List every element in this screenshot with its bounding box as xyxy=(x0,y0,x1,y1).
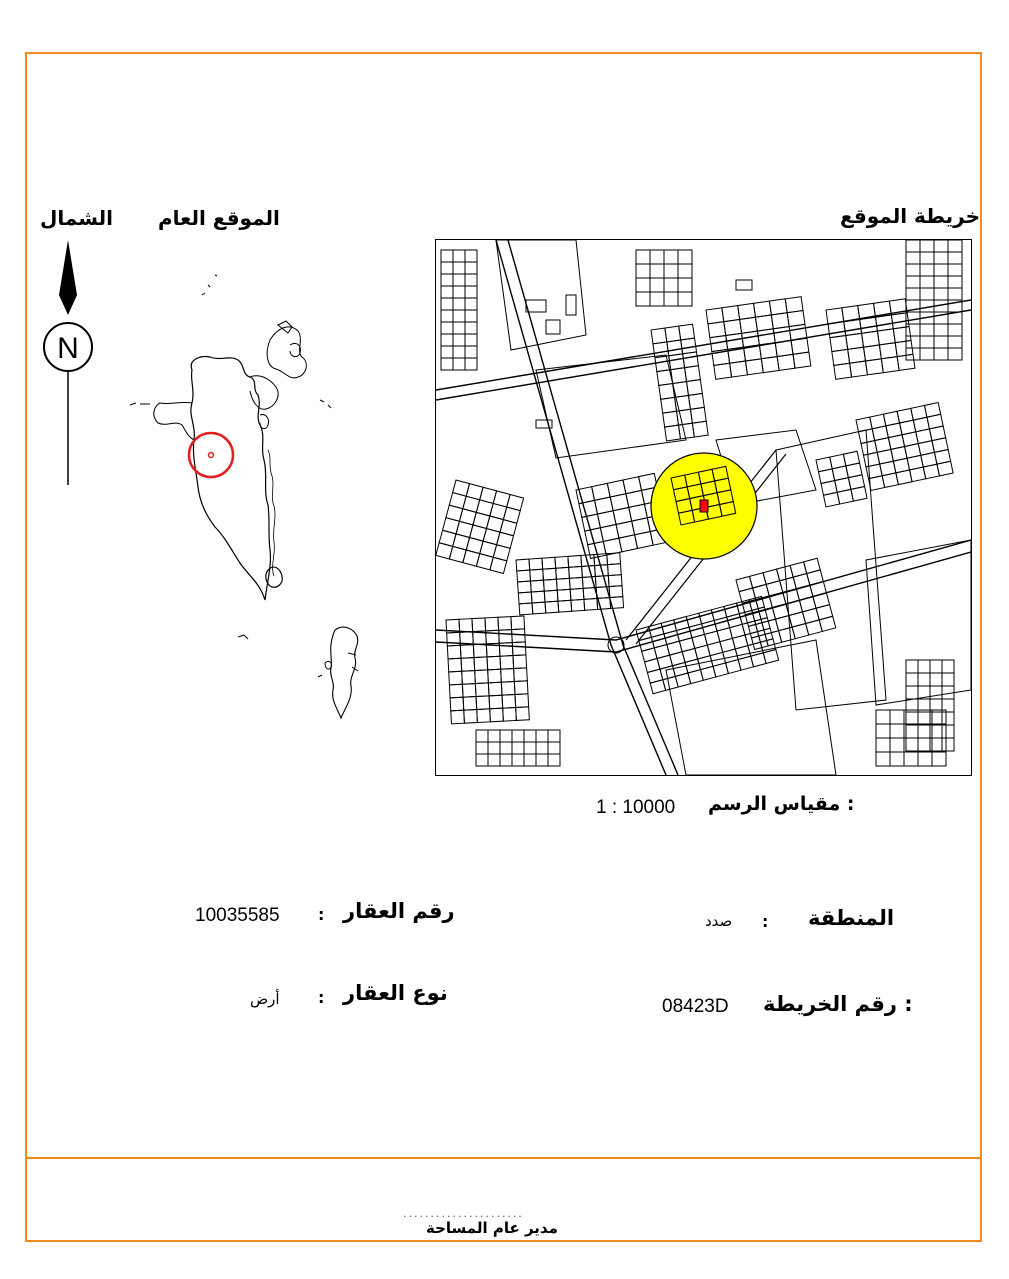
parcel-block xyxy=(856,403,953,491)
parcel-block xyxy=(706,297,811,380)
north-arrow-icon xyxy=(36,240,100,494)
building-outline xyxy=(526,280,752,428)
property-number-value: 10035585 xyxy=(195,905,280,926)
site-map-heading: خريطة الموقع xyxy=(840,204,981,228)
general-location-heading: الموقع العام xyxy=(158,206,280,230)
property-type-label: نوع العقار xyxy=(343,981,448,1005)
parcel-block xyxy=(516,553,624,615)
parcel-block xyxy=(736,558,836,649)
parcel-block xyxy=(906,240,962,360)
property-number-separator: : xyxy=(318,905,325,924)
scale-value: 1 : 10000 xyxy=(596,797,676,818)
parcel-block xyxy=(636,596,779,693)
parcel-block xyxy=(816,451,867,507)
parcel-block xyxy=(436,480,524,573)
scale-label: مقياس الرسم : xyxy=(708,793,855,815)
area-label: المنطقة xyxy=(808,906,895,930)
signature-line: ...................... xyxy=(403,1207,524,1220)
map-number-value: 08423D xyxy=(662,996,729,1017)
parcel-block xyxy=(441,250,477,370)
area-separator: : xyxy=(762,912,769,931)
north-letter: N xyxy=(57,332,79,365)
property-number-label: رقم العقار xyxy=(343,899,455,923)
subject-parcel xyxy=(700,500,708,512)
property-type-separator: : xyxy=(318,988,325,1007)
footer-divider xyxy=(25,1157,982,1159)
parcel-block xyxy=(876,710,946,766)
site-location-map xyxy=(435,239,972,776)
map-number-label: رقم الخريطة : xyxy=(763,992,913,1016)
parcel-block xyxy=(651,324,708,441)
area-value: صدد xyxy=(705,912,733,930)
north-heading: الشمال xyxy=(40,206,113,230)
parcel-block xyxy=(476,730,560,766)
road xyxy=(436,310,971,400)
parcel-block xyxy=(906,660,954,751)
signature-title: مدير عام المساحة xyxy=(426,1219,558,1237)
plot xyxy=(776,430,886,710)
property-type-value: أرض xyxy=(250,990,280,1008)
overview-map xyxy=(120,265,410,739)
parcel-block xyxy=(446,616,529,724)
parcel-block xyxy=(826,299,915,379)
parcel-block xyxy=(636,250,692,306)
